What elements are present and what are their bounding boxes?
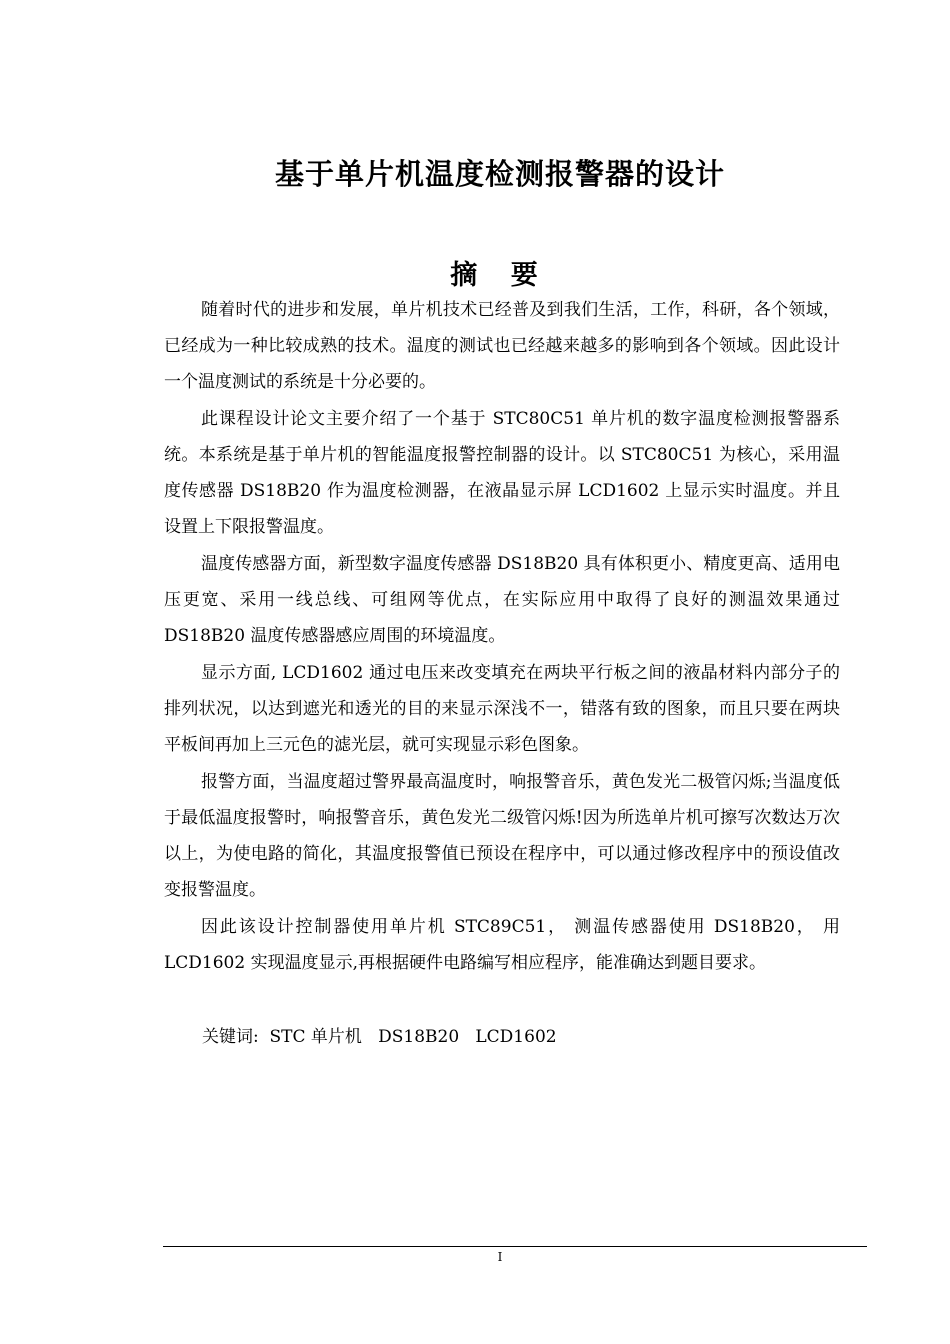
abstract-heading: 摘 要 bbox=[450, 260, 550, 291]
abstract-paragraph-2: 此课程设计论文主要介绍了一个基于 STC80C51 单片机的数字温度检测报警器系统。本系统是基于单片机的智能温度报警控制器的设计。以 STC80C51 为核心，采用温度传感器 DS18B20 作为温度检测器，在液晶显示屏 LCD1602 上显示实时温度。并且设置上下限报警温度。 bbox=[164, 409, 840, 537]
page-number: I bbox=[497, 1250, 503, 1264]
abstract-paragraph-3: 温度传感器方面，新型数字温度传感器 DS18B20 具有体积更小、精度更高、适用电压更宽、采用一线总线、可组网等优点，在实际应用中取得了良好的测温效果通过 DS18B20 温度传感器感应周围的环境温度。 bbox=[164, 554, 840, 646]
abstract-paragraph-6: 因此该设计控制器使用单片机 STC89C51， 测温传感器使用 DS18B20， 用LCD1602 实现温度显示,再根据硬件电路编写相应程序，能准确达到题目要求。 bbox=[164, 917, 840, 973]
abstract-paragraph-4: 显示方面, LCD1602 通过电压来改变填充在两块平行板之间的液晶材料内部分子的排列状况，以达到遮光和透光的目的来显示深浅不一，错落有致的图象，而且只要在两块平板间再加上三元色的滤光层，就可实现显示彩色图象。 bbox=[164, 663, 840, 755]
footer-divider bbox=[163, 1246, 867, 1247]
document-title: 基于单片机温度检测报警器的设计 bbox=[274, 157, 725, 191]
abstract-body bbox=[164, 292, 840, 982]
keywords-line: 关键词: STC 单片机 DS18B20 LCD1602 bbox=[202, 1027, 557, 1047]
abstract-paragraph-1: 随着时代的进步和发展，单片机技术已经普及到我们生活，工作，科研，各个领域，已经成为一种比较成熟的技术。温度的测试也已经越来越多的影响到各个领域。因此设计一个温度测试的系统是十分必要的。 bbox=[164, 300, 840, 392]
abstract-paragraph-5: 报警方面，当温度超过警界最高温度时，响报警音乐，黄色发光二极管闪烁;当温度低于最低温度报警时，响报警音乐，黄色发光二级管闪烁!因为所选单片机可擦写次数达万次以上，为使电路的简化，其温度报警值已预设在程序中，可以通过修改程序中的预设值改变报警温度。 bbox=[164, 772, 840, 900]
